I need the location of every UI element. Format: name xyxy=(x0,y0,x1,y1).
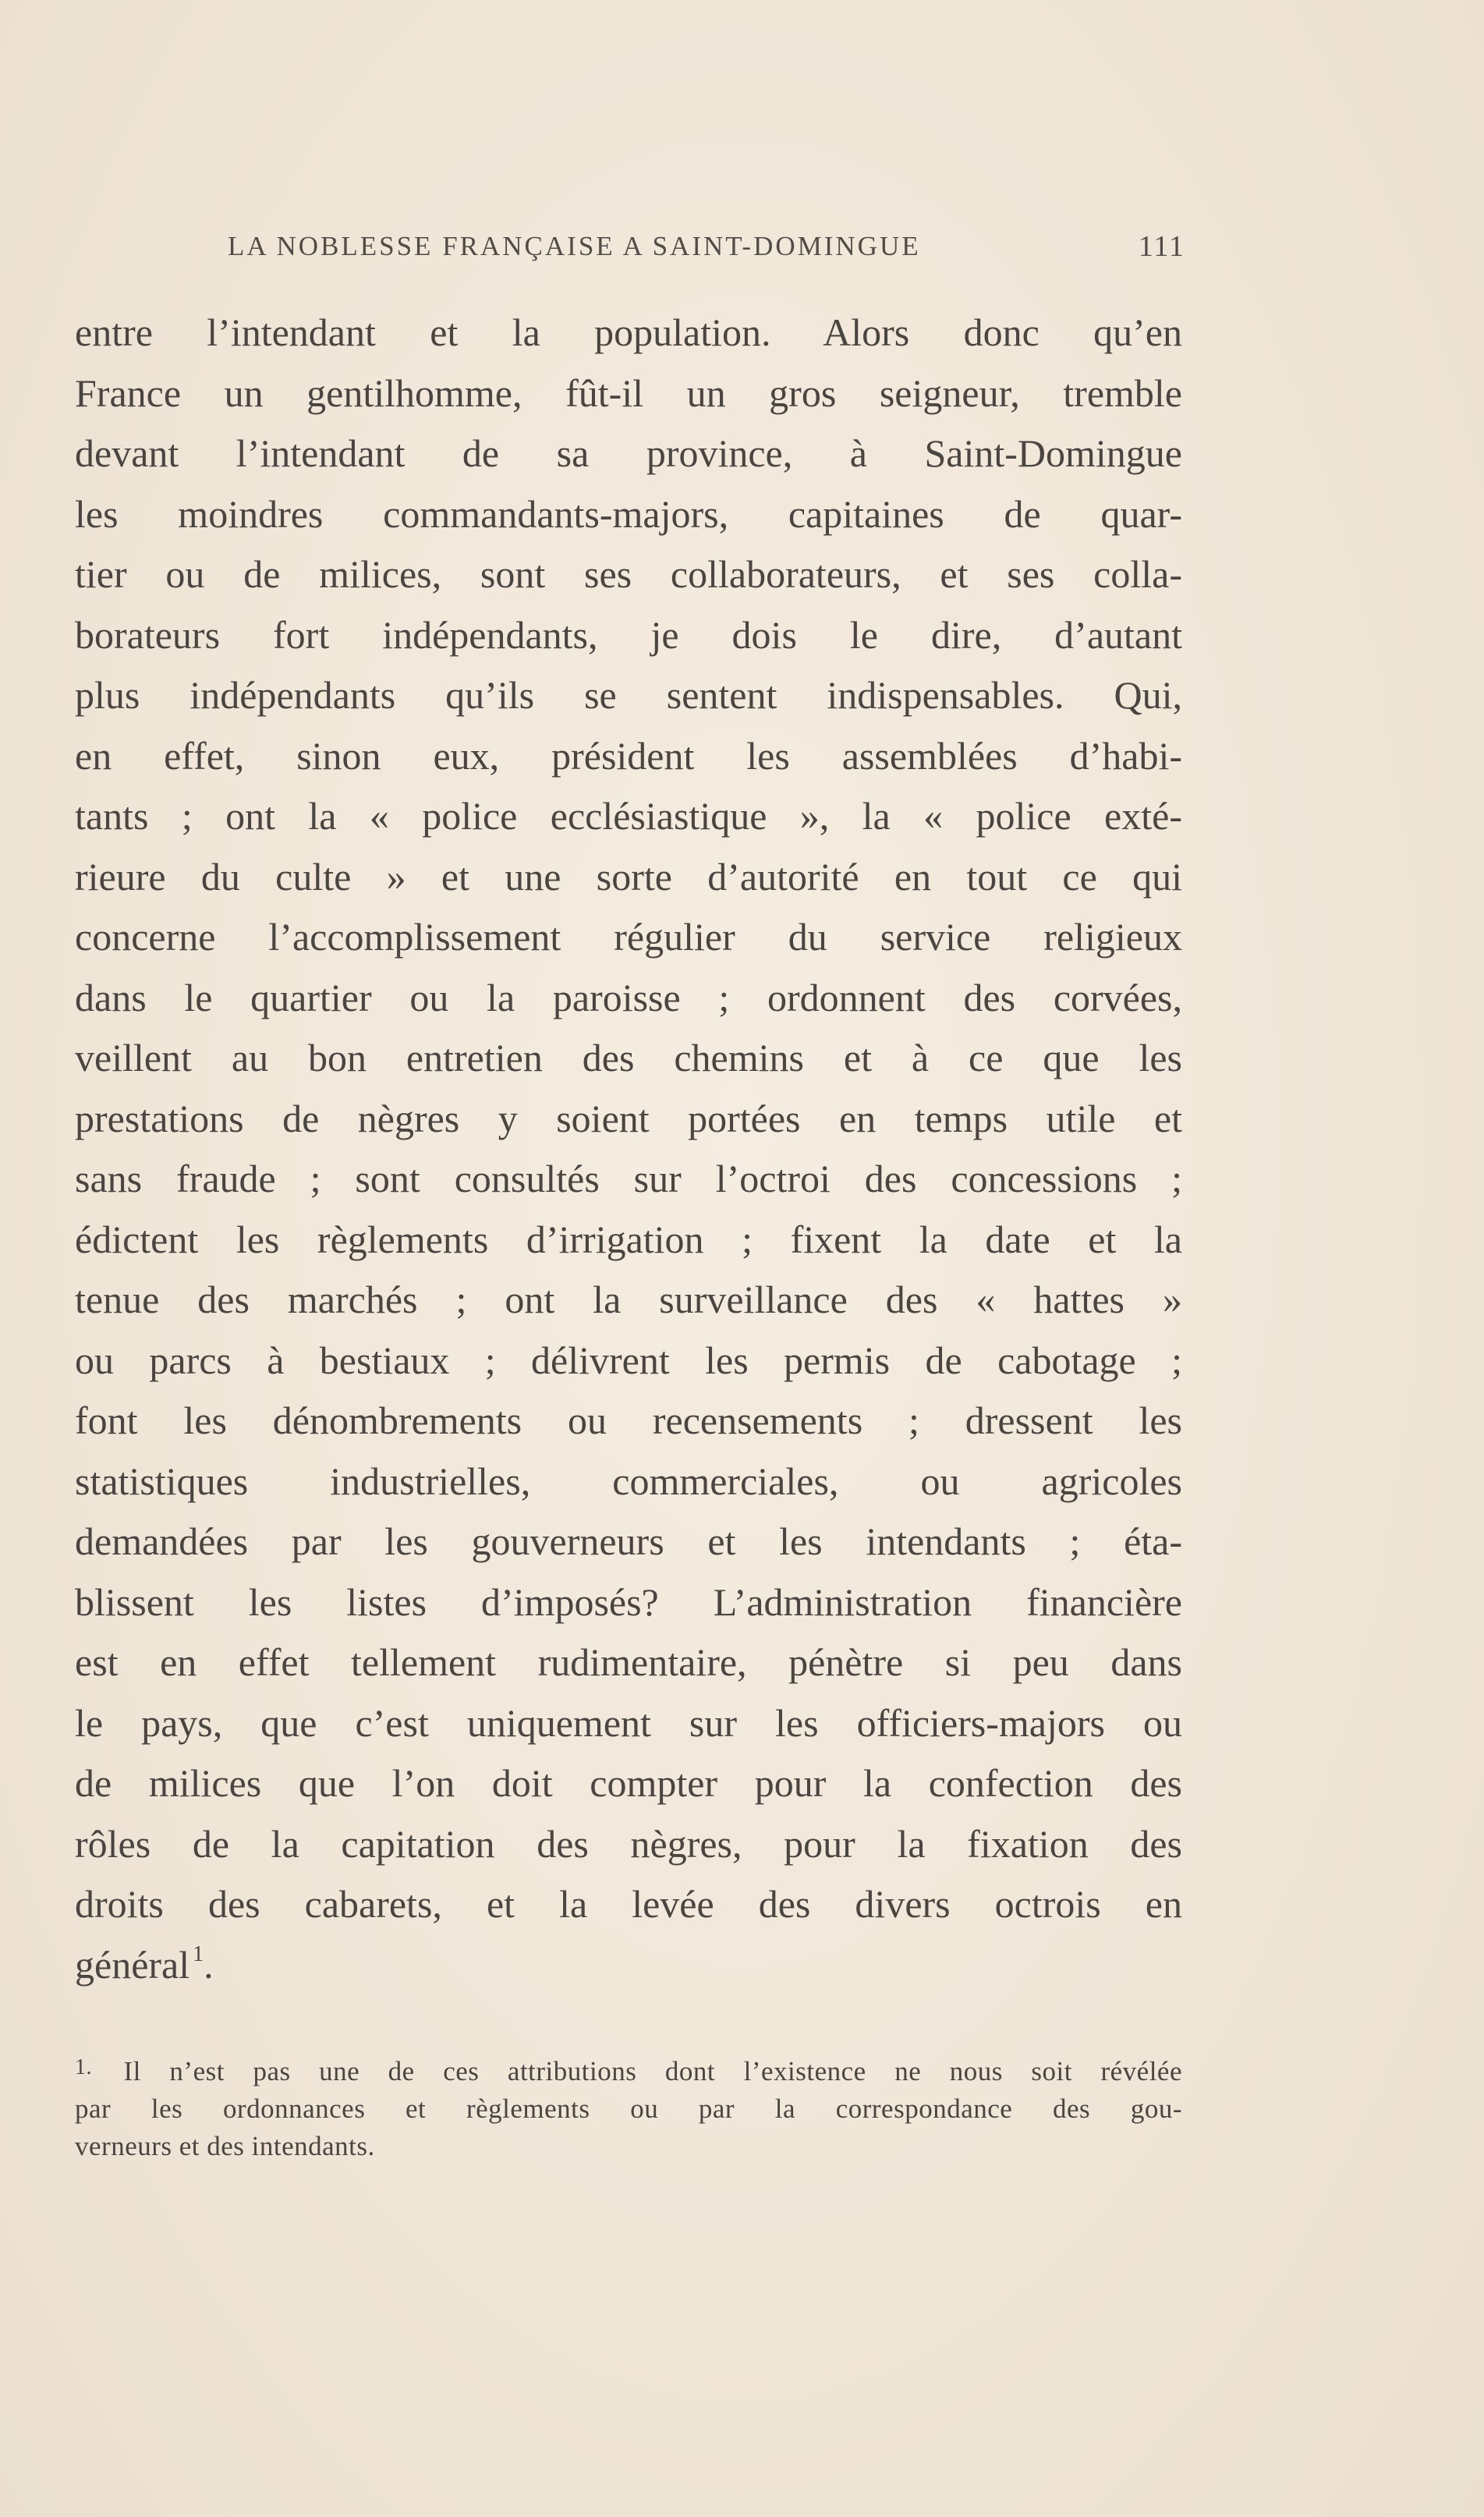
text-line: tants ; ont la « police ecclésiastique », la « police exté- xyxy=(75,794,1182,838)
text-line: les moindres commandants-majors, capitaines de quar- xyxy=(75,491,1182,536)
text-line: tier ou de milices, sont ses collaborateurs, et ses colla- xyxy=(75,552,1182,596)
page-number: 111 xyxy=(1138,230,1185,263)
text-line: veillent au bon entretien des chemins et à ce que les xyxy=(75,1036,1182,1079)
text-line-final xyxy=(75,1935,1182,1996)
text-line: statistiques industrielles, commerciales, ou agricoles xyxy=(75,1459,1182,1503)
text-line: concerne l’accomplissement régulier du service religieux xyxy=(75,915,1182,959)
text-line: rôles de la capitation des nègres, pour la fixation des xyxy=(75,1821,1182,1866)
text-line: édictent les règlements d’irrigation ; fixent la date et la xyxy=(75,1217,1182,1261)
text-line: ou parcs à bestiaux ; délivrent les permis de cabotage ; xyxy=(75,1338,1182,1382)
page-header xyxy=(215,229,1185,270)
running-title: LA NOBLESSE FRANÇAISE A SAINT-DOMINGUE xyxy=(228,231,921,261)
text-line: demandées par les gouverneurs et les intendants ; éta- xyxy=(75,1519,1182,1563)
footnotes xyxy=(75,2053,1182,2165)
text-line: rieure du culte » et une sorte d’autorité en tout ce qui xyxy=(75,854,1182,899)
footnote-line: 1. Il n’est pas une de ces attributions dont l’existence ne nous soit révélée xyxy=(75,2055,1182,2086)
text-line: dans le quartier ou la paroisse ; ordonnent des corvées, xyxy=(75,975,1182,1019)
text-line: borateurs fort indépendants, je dois le dire, d’autant xyxy=(75,612,1182,657)
footnote-reference: 1 xyxy=(193,1941,204,1966)
text-line: droits des cabarets, et la levée des divers octrois en xyxy=(75,1882,1182,1926)
main-text xyxy=(75,303,1182,1995)
final-word: général xyxy=(75,1942,190,1987)
footnote-text: Il n’est pas une de ces attributions dont l’existence ne nous soit révélée xyxy=(123,2056,1182,2086)
text-line: entre l’intendant et la population. Alors donc qu’en xyxy=(75,310,1182,354)
text-line: de milices que l’on doit compter pour la confection des xyxy=(75,1761,1182,1805)
text-line: est en effet tellement rudimentaire, pénètre si peu dans xyxy=(75,1640,1182,1684)
text-line: blissent les listes d’imposés? L’administration financière xyxy=(75,1579,1182,1624)
text-line: plus indépendants qu’ils se sentent indispensables. Qui, xyxy=(75,673,1182,717)
footnote-line: verneurs et des intendants. xyxy=(75,2131,375,2161)
text-line: le pays, que c’est uniquement sur les officiers-majors ou xyxy=(75,1700,1182,1745)
text-line: en effet, sinon eux, président les assemblées d’habi- xyxy=(75,733,1182,778)
text-line: font les dénombrements ou recensements ; dressent les xyxy=(75,1399,1182,1442)
final-punctuation: . xyxy=(204,1942,214,1987)
text-line: sans fraude ; sont consultés sur l’octroi des concessions ; xyxy=(75,1157,1182,1200)
text-line: France un gentilhomme, fût-il un gros seigneur, tremble xyxy=(75,370,1182,415)
text-line: devant l’intendant de sa province, à Saint-Domingue xyxy=(75,431,1182,475)
text-line: tenue des marchés ; ont la surveillance des « hattes » xyxy=(75,1278,1182,1321)
text-line: prestations de nègres y soient portées en temps utile et xyxy=(75,1096,1182,1140)
footnote-line: par les ordonnances et règlements ou par la correspondance des gou- xyxy=(75,2093,1182,2124)
